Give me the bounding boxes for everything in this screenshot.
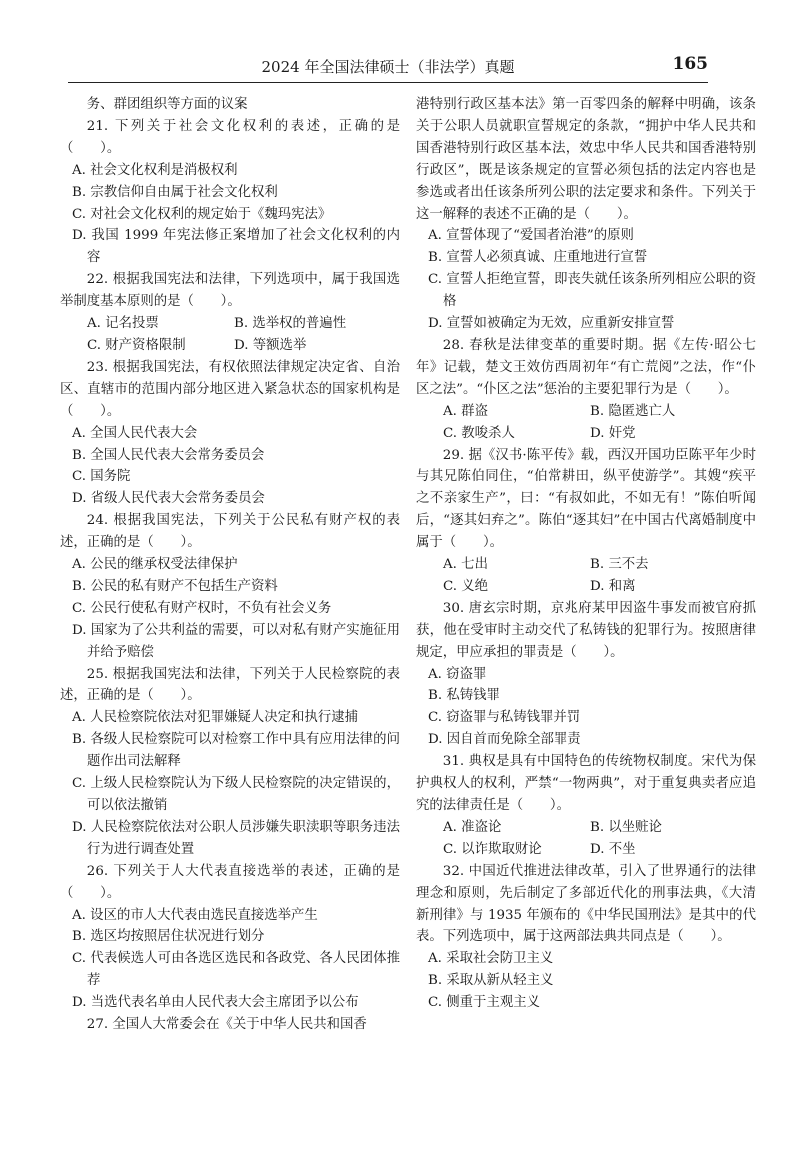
question-30-option-b: B. 私铸钱罪 — [428, 688, 500, 704]
question-27-option-a: A. 宣誓体现了“爱国者治港”的原则 — [428, 228, 634, 244]
question-21-stem: 21. 下列关于社会文化权利的表述，正确的是（ ）。 — [60, 118, 400, 156]
question-25-option-b: B. 各级人民检察院可以对检察工作中具有应用法律的问题作出司法解释 — [72, 732, 400, 770]
question-29-stem: 29. 据《汉书·陈平传》载，西汉开国功臣陈平年少时与其兄陈伯同住，“伯常耕田，纵平使游学”。其嫂“疾平之不亲家生产”，曰：“有叔如此，不如无有！”陈伯听闻后，“逐其妇弃之”。陈伯“逐其妇”在中国古代离婚制度中属于（ ）。 — [416, 447, 756, 551]
question-22-stem: 22. 根据我国宪法和法律，下列选项中，属于我国选举制度基本原则的是（ ）。 — [60, 272, 400, 310]
question-30-option-d: D. 因自首而免除全部罪责 — [428, 732, 581, 748]
question-24-stem: 24. 根据我国宪法，下列关于公民私有财产权的表述，正确的是（ ）。 — [60, 513, 400, 551]
question-22-option-a: A. 记名投票 — [87, 316, 159, 332]
question-27-option-b: B. 宣誓人必须真诚、庄重地进行宣誓 — [428, 250, 648, 266]
question-29-option-d: D. 和离 — [590, 578, 636, 594]
question-26-option-c: C. 代表候选人可由各选区选民和各政党、各人民团体推荐 — [72, 951, 400, 989]
question-23-option-c: C. 国务院 — [72, 469, 131, 485]
question-23-stem: 23. 根据我国宪法，有权依照法律规定决定省、自治区、直辖市的范围内部分地区进入紧急状态的国家机构是（ ）。 — [60, 359, 400, 419]
question-25-option-d: D. 人民检察院依法对公职人员涉嫌失职渎职等职务违法行为进行调查处置 — [72, 819, 400, 857]
question-23-option-a: A. 全国人民代表大会 — [72, 425, 198, 441]
carry-over-text: 务、群团组织等方面的议案 — [86, 97, 248, 112]
question-31-option-a: A. 准盗论 — [443, 819, 502, 835]
question-21-option-c: C. 对社会文化权利的规定始于《魏玛宪法》 — [72, 206, 332, 222]
question-32-stem: 32. 中国近代推进法律改革，引入了世界通行的法律理念和原则，先后制定了多部近代化的刑事法典，《大清新刑律》与 1935 年颁布的《中华民国刑法》是其中的代表。下列选项中，属于这两部法典共同点是（ ）。 — [416, 863, 756, 945]
question-22-option-c: C. 财产资格限制 — [87, 337, 186, 353]
left-column — [60, 94, 400, 1036]
question-30-stem: 30. 唐玄宗时期，京兆府某甲因盗牛事发而被官府抓获，他在受审时主动交代了私铸钱的犯罪行为。按照唐律规定，甲应承担的罪责是（ ）。 — [416, 600, 756, 660]
question-26-option-a: A. 设区的市人大代表由选民直接选举产生 — [72, 907, 318, 923]
question-25-stem: 25. 根据我国宪法和法律，下列关于人民检察院的表述，正确的是（ ）。 — [60, 666, 400, 704]
right-column — [416, 94, 756, 1014]
question-30-option-a: A. 窃盗罪 — [428, 666, 487, 682]
question-31-option-b: B. 以坐赃论 — [590, 819, 662, 835]
question-28-option-c: C. 教唆杀人 — [443, 425, 515, 441]
question-27-option-d: D. 宣誓如被确定为无效，应重新安排宣誓 — [428, 316, 675, 332]
question-27-stem-start: 27. 全国人大常委会在《关于中华人民共和国香 — [86, 1017, 367, 1033]
question-28-options-row-2 — [416, 423, 756, 445]
question-26-option-b: B. 选区均按照居住状况进行划分 — [72, 929, 265, 945]
question-24-option-d: D. 国家为了公共利益的需要，可以对私有财产实施征用并给予赔偿 — [72, 622, 400, 660]
question-24-option-a: A. 公民的继承权受法律保护 — [72, 557, 238, 573]
question-32-option-a: A. 采取社会防卫主义 — [428, 951, 554, 967]
question-25-option-a: A. 人民检察院依法对犯罪嫌疑人决定和执行逮捕 — [72, 710, 358, 726]
question-27-stem-continued: 港特别行政区基本法》第一百零四条的解释中明确，该条关于公职人员就职宣誓规定的条款，“拥护中华人民共和国香港特别行政区基本法，效忠中华人民共和国香港特别行政区”，既是该条规定的宣誓必须包括的法定内容也是参选或者出任该条所列公职的法定要求和条件。下列关于这一解释的表述不正确的是（ ）。 — [416, 97, 756, 222]
question-22-options-row-2 — [60, 335, 400, 357]
question-31-option-c: C. 以诈欺取财论 — [443, 841, 542, 857]
question-29-option-a: A. 七出 — [443, 557, 488, 573]
question-28-option-b: B. 隐匿逃亡人 — [590, 403, 676, 419]
question-31-stem: 31. 典权是具有中国特色的传统物权制度。宋代为保护典权人的权利，严禁“一物两典”，对于重复典卖者应追究的法律责任是（ ）。 — [416, 754, 756, 813]
question-23-option-d: D. 省级人民代表大会常务委员会 — [72, 491, 265, 507]
running-title: 2024 年全国法律硕士（非法学）真题 — [261, 58, 515, 76]
question-21-option-b: B. 宗教信仰自由属于社会文化权利 — [72, 184, 278, 200]
question-24-option-b: B. 公民的私有财产不包括生产资料 — [72, 578, 278, 594]
question-31-options-row-1 — [416, 817, 756, 839]
question-26-option-d: D. 当选代表名单由人民代表大会主席团予以公布 — [72, 995, 359, 1011]
question-31-option-d: D. 不坐 — [590, 841, 636, 857]
header-rule — [68, 82, 708, 83]
question-27-option-c: C. 宣誓人拒绝宣誓，即丧失就任该条所列相应公职的资格 — [428, 272, 756, 310]
question-22-option-b: B. 选举权的普遍性 — [234, 316, 347, 332]
question-28-option-a: A. 群盗 — [443, 403, 488, 419]
page-number: 165 — [672, 54, 708, 74]
question-28-options-row-1 — [416, 401, 756, 423]
question-23-option-b: B. 全国人民代表大会常务委员会 — [72, 447, 265, 463]
question-25-option-c: C. 上级人民检察院认为下级人民检察院的决定错误的，可以依法撤销 — [72, 776, 400, 813]
question-21-option-a: A. 社会文化权利是消极权利 — [72, 162, 238, 178]
question-30-option-c: C. 窃盗罪与私铸钱罪并罚 — [428, 710, 581, 726]
question-29-options-row-1 — [416, 554, 756, 576]
question-24-option-c: C. 公民行使私有财产权时，不负有社会义务 — [72, 600, 332, 616]
question-29-option-b: B. 三不去 — [590, 557, 649, 573]
question-21-option-d: D. 我国 1999 年宪法修正案增加了社会文化权利的内容 — [72, 228, 400, 266]
question-32-option-c: C. 侧重于主观主义 — [428, 995, 541, 1011]
question-28-option-d: D. 奸党 — [590, 425, 636, 441]
question-29-options-row-2 — [416, 576, 756, 598]
question-29-option-c: C. 义绝 — [443, 578, 489, 594]
question-22-option-d: D. 等额选举 — [234, 337, 307, 353]
page-header — [68, 52, 708, 82]
question-31-options-row-2 — [416, 839, 756, 861]
question-26-stem: 26. 下列关于人大代表直接选举的表述，正确的是（ ）。 — [60, 863, 400, 901]
question-28-stem: 28. 春秋是法律变革的重要时期。据《左传·昭公七年》记载，楚文王效仿西周初年“有亡荒阅”之法，作“仆区之法”。“仆区之法”惩治的主要犯罪行为是（ ）。 — [416, 337, 756, 397]
question-32-option-b: B. 采取从新从轻主义 — [428, 973, 554, 989]
question-22-options-row-1 — [60, 313, 400, 335]
